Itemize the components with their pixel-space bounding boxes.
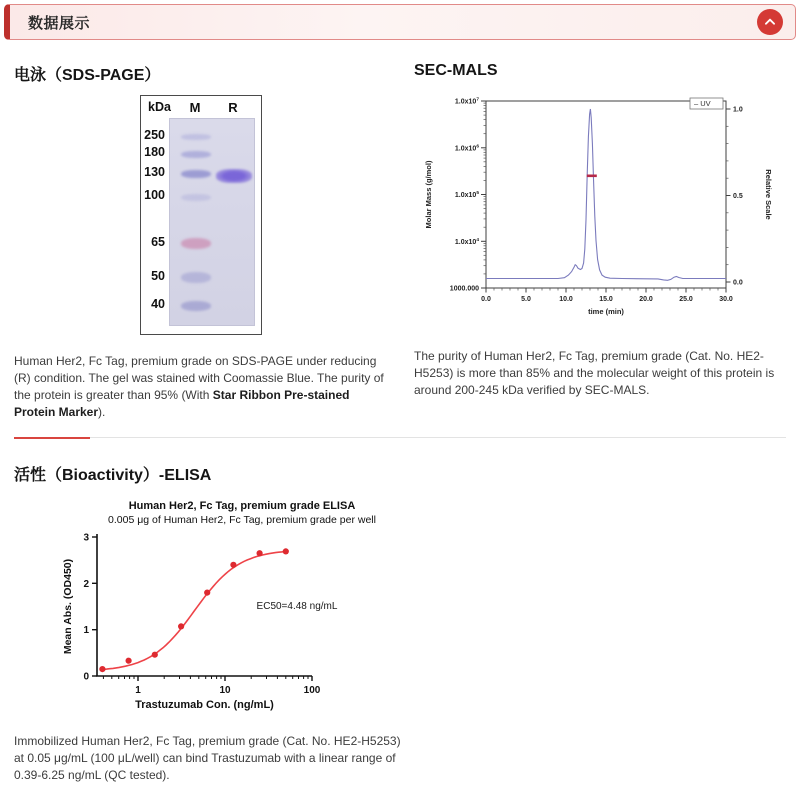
data-display-header[interactable] — [4, 4, 796, 40]
svg-text:10: 10 — [219, 685, 231, 696]
svg-text:1.0x106: $1.0x10^6$ — [454, 144, 479, 153]
gel-marker-band-100 — [181, 194, 211, 201]
elisa-data-point — [230, 562, 236, 568]
elisa-data-point — [126, 658, 132, 664]
elisa-svg — [14, 495, 399, 729]
svg-text:25.0: 25.0 — [679, 296, 693, 303]
gel-lane-label-M: M — [189, 100, 201, 115]
sec-mals-title: SEC-MALS — [414, 62, 498, 79]
top-row — [14, 58, 786, 421]
gel-kda-65: 65 — [151, 234, 165, 249]
caption-text: Human Her2, Fc Tag, premium grade on SDS-PAGE under reducing (R) condition. The gel was stained with Coomassie Blue. The purity of the protein is greater than 95% (With — [14, 354, 384, 402]
chevron-up-icon — [763, 15, 777, 29]
gel-kda-100: 100 — [144, 188, 165, 202]
gel-marker-band-250 — [181, 134, 211, 140]
gel-kda-180: 180 — [144, 145, 165, 160]
elisa-ylabel: Mean Abs. (OD450) — [62, 558, 74, 655]
svg-text:1.0x107: $1.0x10^7$ — [454, 97, 479, 106]
gel-marker-band-50 — [181, 272, 211, 283]
gel-kda-130: 130 — [144, 164, 165, 179]
elisa-chart-title: Human Her2, Fc Tag, premium grade ELISA — [128, 500, 356, 512]
gel-sample-band — [216, 169, 252, 183]
sds-page-title: 电泳（SDS-PAGE） — [14, 67, 161, 84]
svg-text:1: 1 — [135, 685, 141, 696]
elisa-chart-subtitle: 0.005 μg of Human Her2, Fc Tag, premium grade per well — [108, 514, 376, 526]
svg-text:5.0: 5.0 — [521, 296, 531, 303]
svg-text:0: 0 — [83, 671, 89, 683]
svg-text:0.0: 0.0 — [481, 296, 491, 303]
elisa-caption: Immobilized Human Her2, Fc Tag, premium grade (Cat. No. HE2-H5253) at 0.05 μg/mL (100 μL/well) can bind Trastuzumab with a linear range of 0.39-6.25 ng/mL (QC tested). — [14, 734, 401, 782]
svg-text:10.0: 10.0 — [559, 296, 573, 303]
sec-mals-chart — [414, 90, 786, 340]
secmals-xlabel: time (min) — [588, 307, 624, 316]
gel-kda-40: 40 — [151, 297, 165, 312]
elisa-data-point — [178, 623, 184, 629]
svg-text:2: 2 — [83, 578, 89, 590]
secmals-ylabel-right: Relative Scale — [764, 169, 773, 220]
svg-text:30.0: 30.0 — [719, 296, 733, 303]
svg-text:1.0x105: $1.0x10^5$ — [454, 191, 479, 199]
svg-text:1.0: 1.0 — [733, 106, 743, 114]
svg-text:100: 100 — [303, 685, 321, 696]
plot-frame — [486, 101, 726, 288]
elisa-data-point — [283, 548, 289, 554]
sec-mals-section — [414, 58, 786, 421]
page-title: 数据展示 — [28, 14, 91, 32]
svg-text:1.0x104: $1.0x10^4$ — [454, 237, 479, 246]
svg-text:1000.000: 1000.000 — [449, 285, 479, 293]
sds-page-section — [14, 58, 390, 421]
svg-text:20.0: 20.0 — [639, 296, 653, 303]
svg-text:– UV: – UV — [694, 99, 711, 108]
elisa-data-point — [257, 550, 263, 556]
svg-text:3: 3 — [83, 532, 89, 544]
elisa-data-point — [204, 590, 210, 596]
sec-mals-caption: The purity of Human Her2, Fc Tag, premium grade (Cat. No. HE2-H5253) is more than 85% and the molecular weight of this protein is around 200-245 kDa verified by SEC-MALS. — [414, 349, 775, 397]
page — [0, 4, 800, 784]
svg-text:0.0: 0.0 — [733, 279, 743, 287]
gel-marker-band-65 — [181, 238, 211, 249]
gel-marker-band-40 — [181, 301, 211, 311]
gel-marker-band-180 — [181, 151, 211, 158]
gel-figure — [140, 95, 262, 335]
sds-page-caption — [14, 353, 390, 421]
collapse-button[interactable] — [757, 9, 783, 35]
elisa-data-point — [152, 652, 158, 658]
gel-lane-label-R: R — [228, 100, 238, 115]
ec50-annotation: EC50=4.48 ng/mL — [256, 601, 338, 612]
gel-kda-50: 50 — [151, 268, 165, 283]
content — [0, 44, 800, 784]
marker-product-name: Star Ribbon Pre-stained Protein Marker — [14, 388, 350, 419]
gel-kda-250: 250 — [144, 127, 165, 142]
caption-text: ). — [98, 405, 106, 419]
svg-text:1: 1 — [83, 625, 89, 637]
elisa-title: 活性（Bioactivity）-ELISA — [14, 467, 212, 484]
sds-page-figure — [14, 95, 390, 345]
elisa-xlabel: Trastuzumab Con. (ng/mL) — [135, 699, 274, 711]
gel-marker-band-130 — [181, 170, 211, 178]
svg-text:0.5: 0.5 — [733, 193, 743, 200]
section-divider — [14, 437, 786, 438]
elisa-chart — [14, 495, 786, 731]
gel-area — [169, 118, 255, 326]
secmals-ylabel-left: Molar Mass (g/mol) — [424, 160, 433, 229]
gel-unit-label: kDa — [148, 100, 171, 114]
elisa-section — [14, 462, 786, 784]
sec-mals-svg — [414, 90, 799, 325]
legend-uv — [690, 98, 723, 109]
elisa-data-point — [99, 666, 105, 672]
svg-text:15.0: 15.0 — [599, 296, 613, 303]
